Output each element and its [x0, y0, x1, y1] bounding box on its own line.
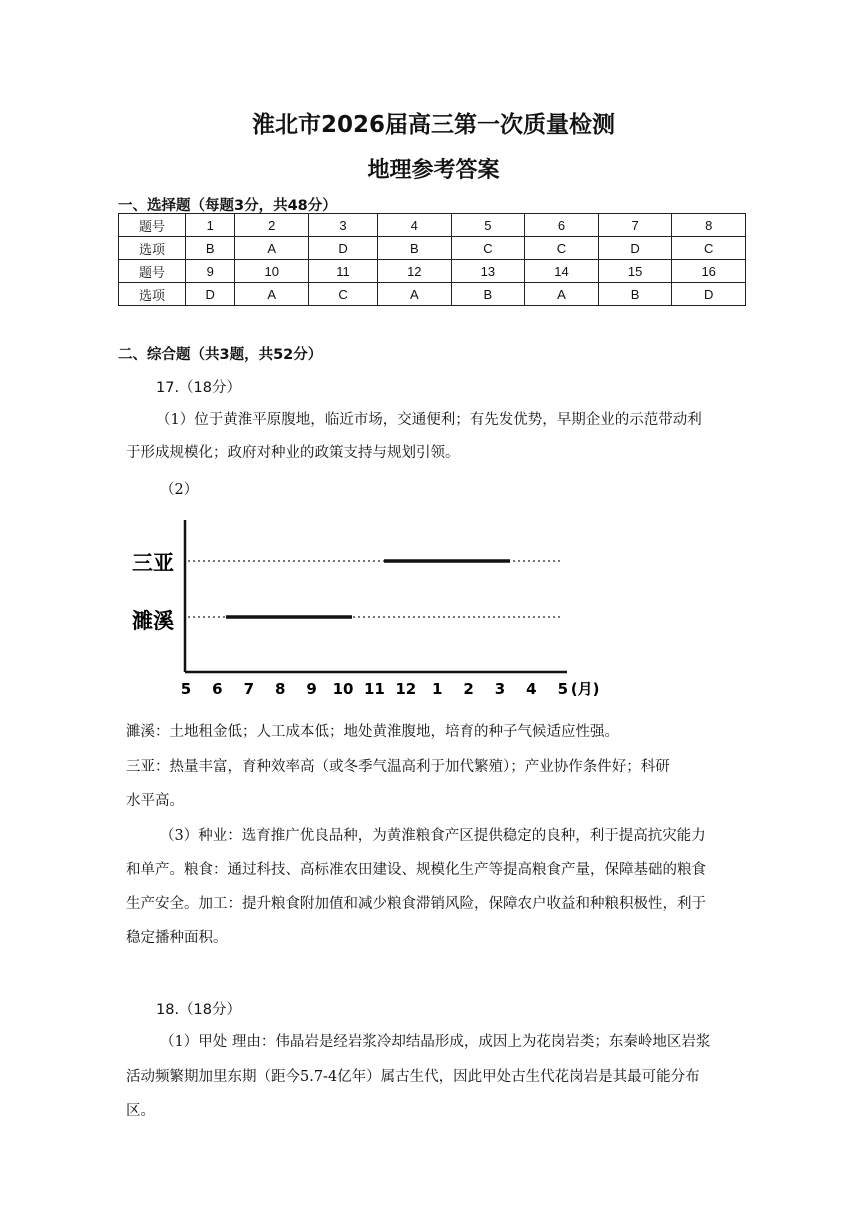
month-tick-label: 5: [557, 680, 569, 698]
q17-sanya-line1: 三亚：热量丰富，育种效率高（或冬季气温高利于加代繁殖）；产业协作条件好；科研: [126, 759, 670, 775]
table-cell: C: [309, 283, 378, 306]
table-cell: 15: [598, 260, 672, 283]
row-label-sanya: 三亚: [132, 551, 174, 575]
month-tick-label: 9: [306, 680, 317, 698]
table-cell: C: [672, 237, 746, 260]
q17-p3-line1: （3）种业：选育推广优良品种，为黄淮粮食产区提供稳定的良种，利于提高抗灾能力: [160, 828, 706, 844]
table-cell: 16: [672, 260, 746, 283]
table-cell: 12: [378, 260, 452, 283]
table-cell: A: [378, 283, 452, 306]
table-cell: D: [186, 283, 235, 306]
row-label: 选项: [119, 237, 186, 260]
q18-p1-line1: （1）甲处 理由：伟晶岩是经岩浆冷却结晶形成，成因上为花岗岩类；东秦岭地区岩浆: [160, 1034, 711, 1050]
document-title: 淮北市2026届高三第一次质量检测: [251, 112, 615, 138]
table-cell: C: [525, 237, 599, 260]
month-unit-label: (月): [570, 680, 600, 698]
month-tick-label: 1: [431, 680, 443, 698]
q17-suixi-text: 濉溪：土地租金低；人工成本低；地处黄淮腹地，培育的种子气候适应性强。: [126, 724, 619, 740]
month-tick-label: 7: [243, 680, 255, 698]
table-cell: 10: [235, 260, 309, 283]
q17-p3-line4: 稳定播种面积。: [126, 930, 228, 946]
table-row: [119, 214, 746, 237]
table-cell: 3: [309, 214, 378, 237]
q18-header: 18.（18分）: [156, 1002, 242, 1018]
table-cell: 5: [451, 214, 525, 237]
month-tick-label: 2: [463, 680, 474, 698]
month-tick-label: 12: [395, 680, 417, 698]
table-cell: D: [309, 237, 378, 260]
q17-p3-line2: 和单产。粮食：通过科技、高标准农田建设、规模化生产等提高粮食产量，保障基础的粮食: [126, 862, 706, 878]
row-label: 选项: [119, 283, 186, 306]
table-cell: 8: [672, 214, 746, 237]
table-cell: B: [378, 237, 452, 260]
q17-p1-line1: （1）位于黄淮平原腹地，临近市场，交通便利；有先发优势，早期企业的示范带动利: [156, 412, 702, 428]
table-cell: A: [235, 237, 309, 260]
table-cell: B: [451, 283, 525, 306]
month-tick-label: 3: [494, 680, 506, 698]
table-cell: C: [451, 237, 525, 260]
q17-sanya-line2: 水平高。: [126, 793, 184, 809]
month-tick-label: 5: [180, 680, 192, 698]
row-label: 题号: [119, 260, 186, 283]
table-cell: 14: [525, 260, 599, 283]
table-row: [119, 283, 746, 306]
section1-heading: 一、选择题（每题3分，共48分）: [118, 198, 337, 214]
table-cell: 7: [598, 214, 672, 237]
table-cell: 9: [186, 260, 235, 283]
table-cell: A: [525, 283, 599, 306]
q17-p1-line2: 于形成规模化；政府对种业的政策支持与规划引领。: [126, 445, 460, 461]
q18-p1-line3: 区。: [126, 1103, 155, 1119]
q18-p1-line2: 活动频繁期加里东期（距今5.7-4亿年）属古生代，因此甲处古生代花岗岩是其最可能分布: [126, 1069, 700, 1085]
table-row: [119, 237, 746, 260]
q17-p3-line3: 生产安全。加工：提升粮食附加值和减少粮食滞销风险，保障农户收益和种粮积极性，利于: [126, 896, 706, 912]
table-cell: 1: [186, 214, 235, 237]
table-cell: 13: [451, 260, 525, 283]
table-cell: 2: [235, 214, 309, 237]
month-tick-label: 11: [363, 680, 385, 698]
document-subtitle: 地理参考答案: [367, 158, 500, 183]
month-tick-label: 8: [274, 680, 286, 698]
table-cell: B: [186, 237, 235, 260]
season-timeline-chart: [120, 512, 640, 702]
row-label: 题号: [119, 214, 186, 237]
table-cell: D: [672, 283, 746, 306]
table-cell: 6: [525, 214, 599, 237]
q17-p2-label: （2）: [160, 482, 199, 498]
table-cell: A: [235, 283, 309, 306]
answer-table: [118, 213, 746, 306]
q17-header: 17.（18分）: [156, 380, 242, 396]
table-cell: D: [598, 237, 672, 260]
month-tick-label: 4: [526, 680, 537, 698]
month-tick-label: 6: [212, 680, 223, 698]
table-cell: 11: [309, 260, 378, 283]
section2-heading: 二、综合题（共3题，共52分）: [118, 347, 323, 363]
row-label-suixi: 濉溪: [132, 609, 174, 633]
month-tick-label: 10: [332, 680, 354, 698]
table-cell: B: [598, 283, 672, 306]
table-cell: 4: [378, 214, 452, 237]
table-row: [119, 260, 746, 283]
